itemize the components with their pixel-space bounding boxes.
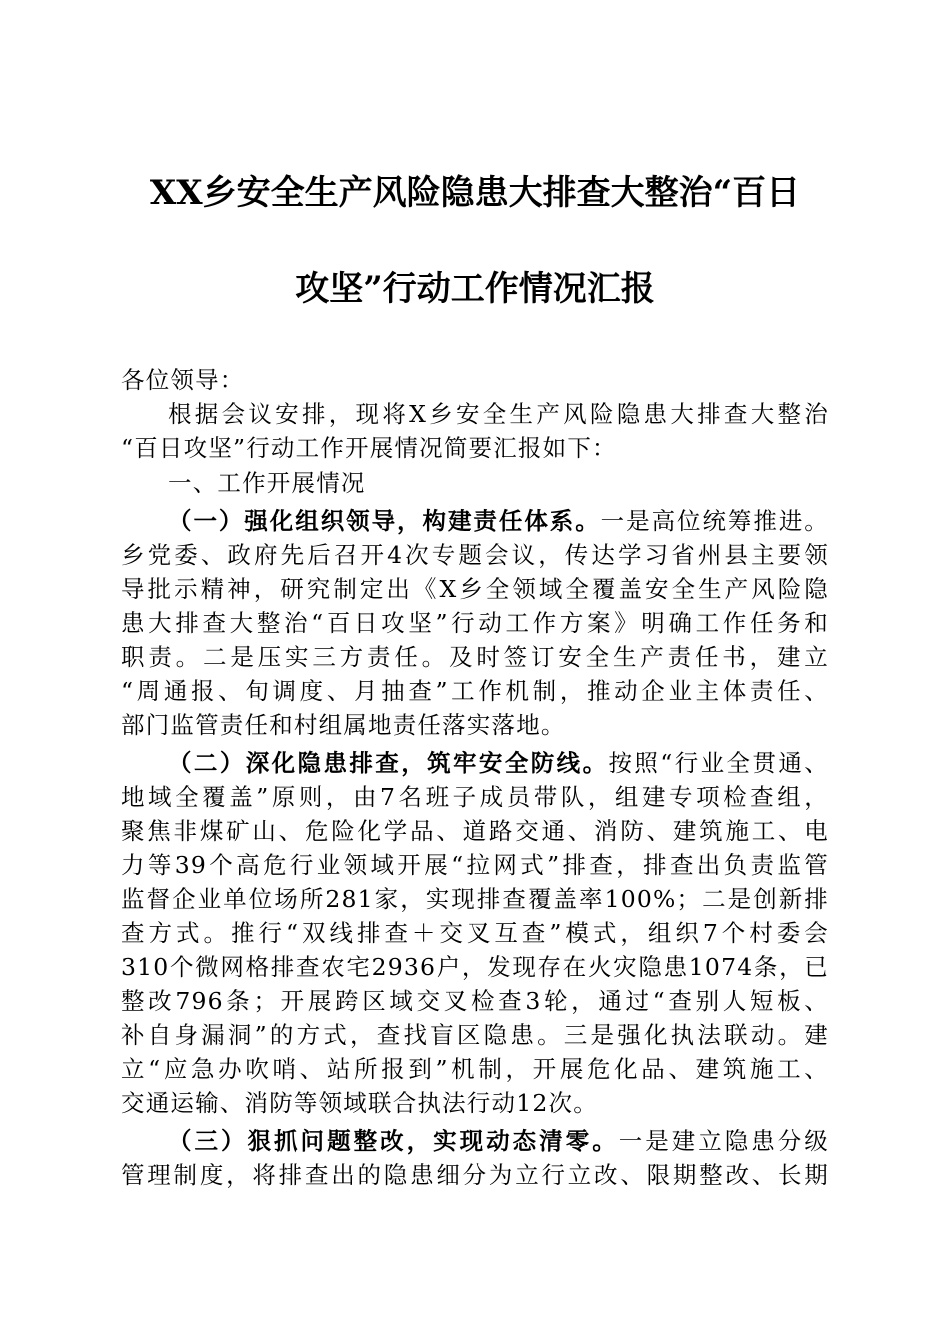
section-heading-1: 一、工作开展情况 [168, 469, 366, 497]
para2-line: 地域全覆盖”原则，由7名班子成员带队，组建专项检查组， [121, 783, 829, 811]
para1-line: 职责。二是压实三方责任。及时签订安全生产责任书，建立 [121, 643, 829, 671]
intro-line-1: 根据会议安排，现将X乡安全生产风险隐患大排查大整治 [168, 400, 829, 428]
document-title-line-2: 攻坚”行动工作情况汇报 [295, 269, 655, 309]
para3-line: 管理制度，将排查出的隐患细分为立行立改、限期整改、长期 [121, 1161, 829, 1189]
para1-subheading: （一）强化组织领导，构建责任体系。 [168, 507, 601, 535]
para3-subheading: （三）狠抓问题整改，实现动态清零。 [168, 1127, 619, 1155]
para1-first-line [168, 505, 829, 537]
para3-first-rest: 一是建立隐患分级 [618, 1127, 829, 1155]
para1-line: 部门监管责任和村组属地责任落实落地。 [121, 711, 566, 739]
para2-line: 交通运输、消防等领域联合执法行动12次。 [121, 1089, 598, 1117]
para1-line: 导批示精神，研究制定出《X乡全领域全覆盖安全生产风险隐 [121, 575, 829, 603]
para2-line: 整改796条；开展跨区域交叉检查3轮，通过“查别人短板、 [121, 987, 829, 1015]
document-title-line-1: XX乡安全生产风险隐患大排查大整治“百日 [149, 173, 801, 213]
intro-line-2: “百日攻坚”行动工作开展情况简要汇报如下： [121, 434, 617, 462]
para2-line: 立“应急办吹哨、站所报到”机制，开展危化品、建筑施工、 [121, 1055, 829, 1083]
salutation: 各位领导： [121, 366, 245, 394]
para2-line: 310个微网格排查农宅2936户，发现存在火灾隐患1074条，已 [121, 953, 829, 981]
para2-first-line [168, 747, 829, 779]
para2-line: 监督企业单位场所281家，实现排查覆盖率100%；二是创新排 [121, 885, 829, 913]
para2-line: 查方式。推行“双线排查＋交叉互查”模式，组织7个村委会 [121, 919, 829, 947]
para1-first-rest: 一是高位统筹推进。 [600, 507, 829, 535]
para2-line: 聚焦非煤矿山、危险化学品、道路交通、消防、建筑施工、电 [121, 817, 829, 845]
para1-line: 患大排查大整治“百日攻坚”行动工作方案》明确工作任务和 [121, 609, 829, 637]
para1-line: 乡党委、政府先后召开4次专题会议，传达学习省州县主要领 [121, 541, 829, 569]
para2-subheading: （二）深化隐患排查，筑牢安全防线。 [168, 749, 609, 777]
para1-line: “周通报、旬调度、月抽查”工作机制，推动企业主体责任、 [121, 677, 829, 705]
para3-first-line [168, 1125, 829, 1157]
para2-first-rest: 按照“行业全贯通、 [608, 749, 829, 777]
para2-line: 补自身漏洞”的方式，查找盲区隐患。三是强化执法联动。建 [121, 1021, 829, 1049]
para2-line: 力等39个高危行业领域开展“拉网式”排查，排查出负责监管 [121, 851, 829, 879]
